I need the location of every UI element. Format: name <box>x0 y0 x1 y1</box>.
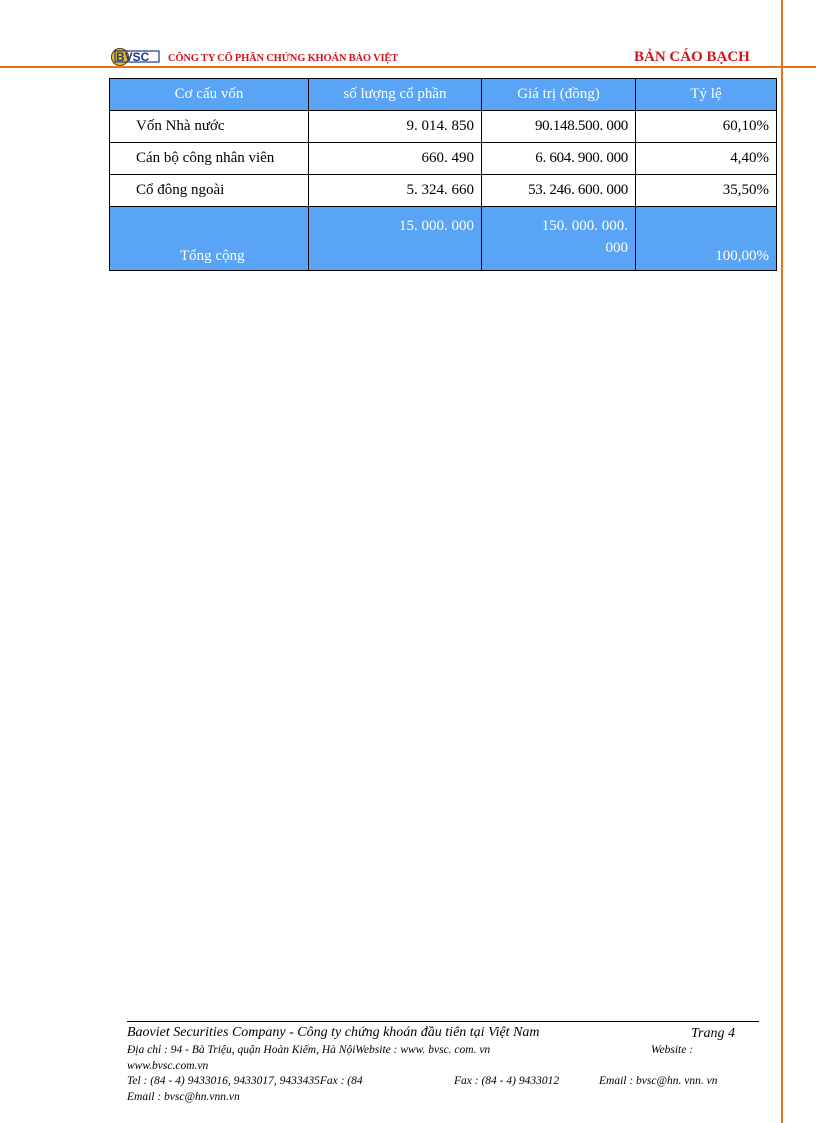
footer-website-label: Website : <box>651 1044 694 1056</box>
row-ratio: 60,10% <box>636 111 777 143</box>
row-value: 53. 246. 600. 000 <box>482 175 636 207</box>
row-ratio: 35,50% <box>636 175 777 207</box>
page-number: Trang 4 <box>691 1026 735 1041</box>
table-total-row <box>110 207 777 271</box>
total-name: Tổng cộng <box>110 207 309 271</box>
capital-structure-table <box>109 78 777 271</box>
header-value: Giá trị (đồng) <box>482 79 636 111</box>
footer-email: Email : bvsc@hn.vnn.vn <box>127 1091 240 1103</box>
margin-rule <box>781 0 783 1123</box>
logo-text: BVSC <box>116 50 150 64</box>
header-capital-structure: Cơ cấu vốn <box>110 79 309 111</box>
row-name: Cán bộ công nhân viên <box>110 143 309 175</box>
footer-fax: Fax : (84 - 4) 9433012 <box>454 1075 560 1087</box>
header-ratio: Tỷ lệ <box>636 79 777 111</box>
row-ratio: 4,40% <box>636 143 777 175</box>
header-shares: số lượng cổ phần <box>309 79 482 111</box>
bvsc-logo-icon <box>110 47 162 67</box>
row-shares: 660. 490 <box>309 143 482 175</box>
row-value: 6. 604. 900. 000 <box>482 143 636 175</box>
document-title: BẢN CÁO BẠCH <box>634 49 750 65</box>
company-name: CÔNG TY CỔ PHẦN CHỨNG KHOÁN BẢO VIỆT <box>168 53 398 64</box>
total-value-line1: 150. 000. 000. <box>541 218 628 234</box>
footer-rule <box>127 1021 759 1022</box>
table-row <box>110 175 777 207</box>
row-value: 90.148.500. 000 <box>482 111 636 143</box>
total-ratio: 100,00% <box>636 207 777 271</box>
row-name: Cổ đông ngoài <box>110 175 309 207</box>
table-row <box>110 143 777 175</box>
total-value <box>482 207 636 271</box>
total-shares: 15. 000. 000 <box>309 207 482 271</box>
footer-email-inline: Email : bvsc@hn. vnn. vn <box>599 1075 718 1087</box>
total-value-line2: 000 <box>605 240 628 256</box>
table-header-row <box>110 79 777 111</box>
row-name: Vốn Nhà nước <box>110 111 309 143</box>
footer-company-line: Baoviet Securities Company - Công ty chứng khoán đầu tiên tại Việt Nam <box>127 1025 540 1040</box>
row-shares: 9. 014. 850 <box>309 111 482 143</box>
row-shares: 5. 324. 660 <box>309 175 482 207</box>
footer-address: Địa chỉ : 94 - Bà Triệu, quận Hoàn Kiếm, Hà NộiWebsite : www. bvsc. com. vn <box>127 1044 491 1056</box>
footer-tel: Tel : (84 - 4) 9433016, 9433017, 9433435Fax : (84 <box>127 1075 363 1087</box>
footer-website: www.bvsc.com.vn <box>127 1060 209 1072</box>
table-row <box>110 111 777 143</box>
